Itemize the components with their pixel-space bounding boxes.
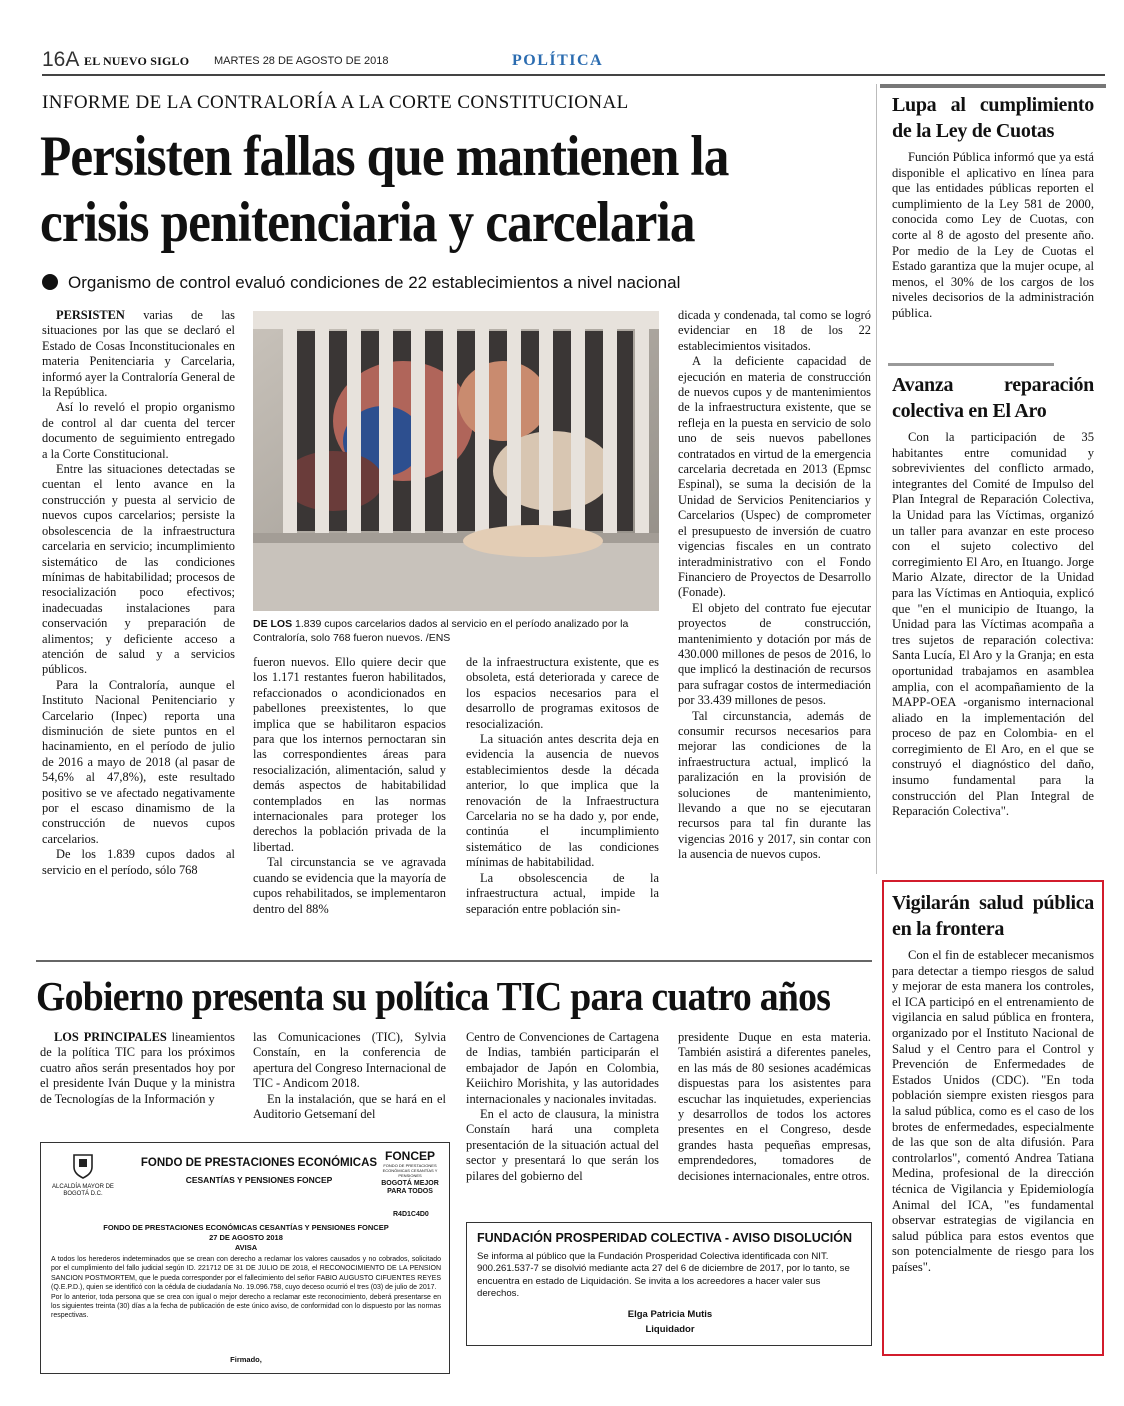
tic-headline: Gobierno presenta su política TIC para cuatro años bbox=[36, 973, 831, 1019]
notice-body bbox=[51, 1255, 441, 1321]
paragraph: De los 1.839 cupos dados al servicio en el período, sólo 768 bbox=[42, 847, 235, 877]
sidebar-brief-2 bbox=[892, 372, 1094, 820]
paragraph: Centro de Convenciones de Cartagena de Indias, también participarán el embajador de Japón en Colombia, Keiichiro Morishita, y las autoridades internacionales y nacionales invitadas. bbox=[466, 1030, 659, 1106]
tic-column-4 bbox=[678, 1030, 871, 1184]
paragraph: Tal circunstancia se ve agravada cuando se evidencia que la mayoría de cupos rehabilitados, se implementaron dentro del 88% bbox=[253, 855, 446, 916]
tic-column-2 bbox=[253, 1030, 446, 1122]
seal-text: ALCALDÍA MAYOR DE BOGOTÁ D.C. bbox=[52, 1184, 114, 1197]
notice-body-p1: A todos los herederos indeterminados que se crean con derecho a reclamar los valores causados y no cobrados, solicitado por el cumplimiento del fallo judicial según ID. 221712 DE 31 DE JULIO DE 2018, el RECONOCIMIENTO DE LA PENSION SANCION POSTMORTEM, que le pueda corresponder por el fallecimiento del señor FABIO AUGUSTO CIFUENTES REYES (Q.E.P.D.), quien se identificó con la cédula de ciudadanía No. 19.096.758, cuyo deceso ocurrió el tres (03) de julio de 2017. bbox=[51, 1256, 441, 1292]
brief-title: Avanza reparación colectiva en El Aro bbox=[892, 374, 1094, 422]
lead-word: PERSISTEN bbox=[56, 308, 125, 322]
sidebar-vertical-rule bbox=[876, 84, 877, 874]
foncep-brand: FONCEP bbox=[384, 1149, 435, 1163]
issue-date: MARTES 28 DE AGOSTO DE 2018 bbox=[214, 55, 389, 67]
notice-heading-title: FONDO DE PRESTACIONES ECONÓMICAS CESANTÍAS Y PENSIONES FONCEP bbox=[103, 1223, 389, 1232]
bogota-seal bbox=[51, 1153, 115, 1198]
paragraph: Así lo reveló el propio organismo de control al dar cuenta del tercer documento de seguimiento entregado a la Corte Constitucional. bbox=[42, 400, 235, 461]
paragraph: fueron nuevos. Ello quiere decir que los 1.171 restantes fueron habilitados, refaccionados o acondicionados en pabellones preexistentes, lo que implica que se habilitaron espacios para que los internos pernoctaran sin las correspondientes áreas para resocialización, alimentación, salud y demás aspectos de habitabilidad contemplados en las normas internacionales para proteger los derechos la población privada de la libertad. bbox=[253, 655, 446, 854]
brief-text: Función Pública informó que ya está disponible el aplicativo en línea para que las entidades públicas reporten el cumplimiento de la Ley 581 de 2000, conocida como Ley de Cuotas, con corte al 8 de agosto del presente año. Por medio de la Ley de Cuotas el Estado garantiza que la mujer ocupe, al menos, el 30% de los cargos de los niveles decisorios de la administración pública. bbox=[892, 150, 1094, 320]
paragraph: lineamientos de la política TIC para los próximos cuatro años serán presentados hoy por el presidente Iván Duque y la ministra de Tecnologías de la Información y bbox=[40, 1030, 235, 1106]
foncep-tagline: FONDO DE PRESTACIONES ECONÓMICAS CESANTÍAS Y PENSIONES bbox=[382, 1163, 438, 1178]
prison-photo bbox=[253, 311, 659, 611]
prison-bars-image bbox=[253, 311, 659, 611]
folio-bar bbox=[42, 48, 1102, 74]
paragraph: El objeto del contrato fue ejecutar proyectos de construcción, mantenimiento y dotación por más de 430.000 millones de pesos de 2016, lo que implicó la destinación de recursos para sufragar costos de intermediación por 33.439 millones de pesos. bbox=[678, 600, 871, 708]
brief-text: Con la participación de 35 habitantes entre comunidad y sobrevivientes del conflicto armado, integrantes del Comité de Impulso del Plan Integral de Reparación Colectiva, la Unidad para las Víctimas, organizó un taller para avanzar en este proceso con el sujeto colectivo del corregimiento El Aro, en Ituango. Jorge Mario Alzate, director de la Unidad para las Víctimas en Antioquia, explicó que "en el municipio de Ituango, la Unidad para las Víctimas acompaña a tres sujetos de reparación colectiva: Santa Lucía, El Aro y la Granja; en esta oportunidad trabajamos en asamblea amplia, con el acompañamiento de la MAPP-OEA -organismo internacional aliado en la implementación del proceso de paz en Colombia- en el corregimiento de El Aro, en el que se construyó el diagnóstico del daño, insumo fundamental para la construcción del Plan Integral de Reparación Colectiva". bbox=[892, 430, 1094, 819]
notice-heading-date: 27 DE AGOSTO 2018 bbox=[209, 1233, 283, 1242]
coat-of-arms-icon bbox=[72, 1153, 94, 1179]
story-kicker: INFORME DE LA CONTRALORÍA A LA CORTE CONSTITUCIONAL bbox=[42, 92, 629, 113]
paragraph: las Comunicaciones (TIC), Sylvia Constaín, en la conferencia de apertura del Congreso Internacional de TIC - Andicom 2018. bbox=[253, 1030, 446, 1091]
page-number: 16A bbox=[42, 48, 80, 71]
section-name: POLÍTICA bbox=[512, 52, 604, 69]
headline-line-2: crisis penitenciaria y carcelaria bbox=[40, 191, 695, 254]
paragraph: Para la Contraloría, aunque el Instituto Nacional Penitenciario y Carcelario (Inpec) reporta una disminución de siete puntos en el hacinamiento, en el período de julio de 2016 a mayo de 2018 (al pasar de 54,6% al 47,8%), este resultado positivo se ve afectado negativamente por el escaso dinamismo de la construcción de nuevos cupos carcelarios. bbox=[42, 677, 235, 846]
bogota-mejor-logo: BOGOTÁ MEJOR PARA TODOS bbox=[381, 1180, 439, 1195]
photo-caption bbox=[253, 617, 661, 645]
tic-top-rule bbox=[36, 960, 872, 962]
notice-signature: Firmado, bbox=[230, 1355, 262, 1364]
caption-text: 1.839 cupos carcelarios dados al servicio en el período analizado por la Contraloría, solo 768 fueron nuevos. /ENS bbox=[253, 618, 629, 644]
dissolution-title: FUNDACIÓN PROSPERIDAD COLECTIVA - AVISO DISOLUCIÓN bbox=[477, 1231, 853, 1245]
story-column-3 bbox=[466, 655, 659, 917]
notice-title: FONDO DE PRESTACIONES ECONÓMICAS bbox=[140, 1157, 378, 1169]
story-subhead bbox=[42, 273, 680, 293]
sidebar-top-rule bbox=[880, 84, 1106, 88]
story-column-4 bbox=[678, 308, 871, 863]
sidebar-brief-3 bbox=[892, 890, 1094, 1275]
subhead-text: Organismo de control evaluó condiciones de 22 establecimientos a nivel nacional bbox=[68, 273, 681, 292]
paragraph: de la infraestructura existente, que es obsoleta, está deteriorada y carece de los espacios necesarios para el desarrollo de programas exitosos de resocialización. bbox=[466, 655, 659, 731]
foncep-notice bbox=[40, 1142, 450, 1374]
sidebar-brief-1 bbox=[892, 92, 1094, 322]
story-column-1 bbox=[42, 308, 235, 878]
foncep-logo bbox=[377, 1149, 443, 1196]
headline-line-1: Persisten fallas que mantienen la bbox=[40, 125, 729, 188]
paragraph: Entre las situaciones detectadas se cuentan el lento avance en la construcción y puesta al servicio de nuevos cupos carcelarios; persiste la obsolescencia de la infraestructura carcelaria en servicio; incumplimiento sistemático de las condiciones mínimas de habitabilidad; procesos de resocialización poco efectivos; inadecuadas instalaciones para conservación y preparación de alimentos; y deficiente acceso a atención de salud y a servicios públicos. bbox=[42, 462, 235, 677]
paragraph: presidente Duque en esta materia. También asistirá a diferentes paneles, en las más de 80 sesiones académicas dispuestas para los asistentes para escuchar las inquietudes, experiencias y desarrollos de todos los actores presentes en el Congreso, desde grandes hasta pequeñas empresas, emprendedores, tomadores de decisiones internacionales, entre otros. bbox=[678, 1030, 871, 1183]
notice-heading-label: AVISA bbox=[234, 1243, 258, 1252]
dissolution-notice bbox=[466, 1222, 872, 1346]
paragraph: varias de las situaciones por las que se declaró el Estado de Cosas Inconstitucionales en materia Penitenciaria y Carcelaria, informó ayer la Contraloría General de la República. bbox=[42, 308, 236, 400]
newspaper-name: EL NUEVO SIGLO bbox=[84, 54, 190, 68]
notice-body-p2: Por lo anterior, toda persona que se crea con igual o mejor derecho a reclamar este reconocimiento, deberá presentarse en los siguientes treinta (30) días a la fecha de publicación de este único aviso, de conformidad con lo dispuesto por las normas respectivas. bbox=[51, 1293, 441, 1320]
tic-column-3 bbox=[466, 1030, 659, 1184]
sidebar-divider-1 bbox=[888, 363, 1054, 366]
dissolution-body: Se informa al público que la Fundación Prosperidad Colectiva identificada con NIT. 900.261.537-7 se disolvió mediante acta 27 del 6 de diciembre de 2017, por lo tanto, se encuentra en estado de Liquidación. Se invita a los acreedores a hacer valer sus derechos. bbox=[477, 1251, 850, 1300]
story-headline bbox=[40, 124, 769, 256]
tic-column-1 bbox=[40, 1030, 235, 1107]
paragraph: dicada y condenada, tal como se logró evidenciar en 18 de los 22 establecimientos visitados. bbox=[678, 308, 871, 353]
brief-text: Con el fin de establecer mecanismos para detectar a tiempo riesgos de salud y mejorar de esta manera los controles, el ICA participó en el entrenamiento de vigilancia en salud pública en frontera, organizado por el Instituto Nacional de Salud y el Centro para el Control y Prevención de Enfermedades de Estados Unidos (CDC). "En toda población siempre existen riesgos para la salud pública, como es el caso de los brotes de enfermedades, especialmente de las que son de alta difusión. Para controlarlos", comentó Andrea Tatiana Medina, profesional de la dirección técnica de Vigilancia y Epidemiología Animal del ICA, "es fundamental observar estrategias de vigilancia en salud pública para estos eventos que son potencialmente de riesgo para los países". bbox=[892, 948, 1094, 1274]
paragraph: Tal circunstancia, además de consumir recursos necesarios para mejorar las condiciones de la infraestructura actual, implicó la paralización en la provisión de soluciones de mantenimiento, llevando a que no se ejecutaran recursos para tal fin durante las vigencias 2016 y 2017, sin contar con la ausencia de nuevos cupos. bbox=[678, 708, 871, 862]
notice-heading bbox=[41, 1223, 451, 1253]
brief-title: Vigilarán salud pública en la frontera bbox=[892, 892, 1094, 940]
brief-title: Lupa al cumplimiento de la Ley de Cuotas bbox=[892, 94, 1094, 142]
story-column-2 bbox=[253, 655, 446, 917]
paragraph: En la instalación, que se hará en el Auditorio Getsemaní del bbox=[253, 1091, 446, 1122]
folio-rule bbox=[42, 74, 1105, 76]
bullet-dot-icon bbox=[42, 274, 58, 290]
paragraph: En el acto de clausura, la ministra Constaín hará una completa presentación de la situación actual del sector y presentará lo que serán los pilares del gobierno del bbox=[466, 1107, 659, 1183]
notice-subtitle: CESANTÍAS Y PENSIONES FONCEP bbox=[185, 1175, 333, 1185]
paragraph: La situación antes descrita deja en evidencia la ausencia de nuevos establecimientos desde la década anterior, lo que implica que la renovación de la Infraestructura Carcelaria no se ha dado y, por ende, continúa el incumplimiento sistemático de las condiciones mínimas de habitabilidad. bbox=[466, 732, 659, 870]
notice-code: R4D1C4D0 bbox=[393, 1211, 429, 1218]
caption-lead: DE LOS bbox=[253, 618, 293, 630]
dissolution-role: Liquidador bbox=[645, 1324, 695, 1335]
paragraph: A la deficiente capacidad de ejecución en materia de construcción de nuevos cupos y de mantenimientos de la infraestructura existente, que se refleja en la puesta en servicio de solo uno de seis nuevos pabellones contratados en virtud de la emergencia carcelaria decretada en 2013 (Epmsc Espinal), se suma la decisión de la Unidad de Servicios Penitenciarios y Carcelarios (Uspec) de comprometer el presupuesto de inversión de cuatro vigencias fiscales en un contrato interadministrativo con el Fondo Financiero de Proyectos de Desarrollo (Fonade). bbox=[678, 354, 871, 600]
lead-word: LOS PRINCIPALES bbox=[54, 1030, 167, 1044]
dissolution-signer: Elga Patricia Mutis bbox=[627, 1309, 713, 1320]
paragraph: La obsolescencia de la infraestructura actual, impide la separación entre población sin- bbox=[466, 870, 659, 916]
